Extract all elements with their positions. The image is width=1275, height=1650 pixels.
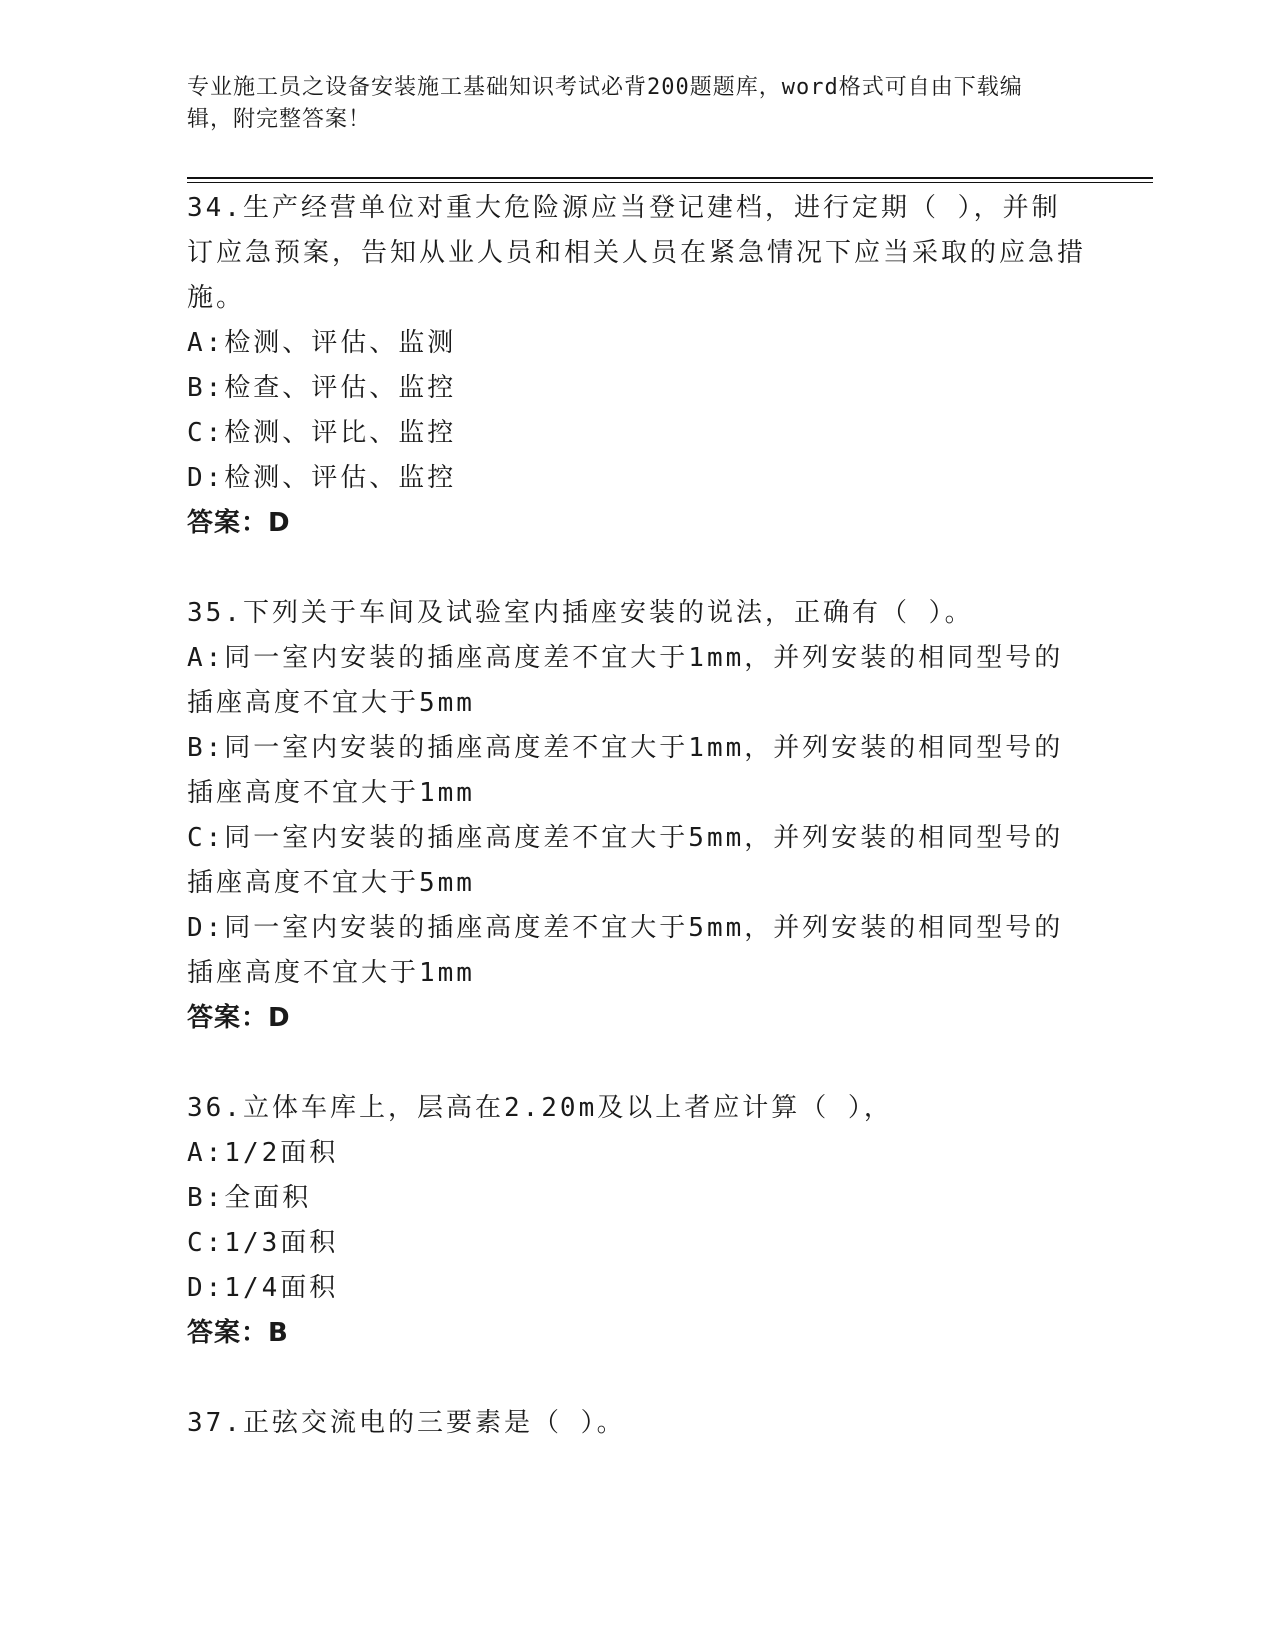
question-stem: 37.正弦交流电的三要素是（ ）。 (187, 1408, 626, 1438)
answer-line (187, 996, 1087, 1041)
question-stem: 34.生产经营单位对重大危险源应当登记建档，进行定期（ ），并制订应急预案，告知从业人员和相关人员在紧急情况下应当采取的应急措施。 (187, 193, 1087, 313)
option-d: D:同一室内安装的插座高度差不宜大于5mm，并列安装的相同型号的插座高度不宜大于1mm (187, 913, 1064, 988)
option-d: D:1/4面积 (187, 1273, 339, 1303)
question-35 (187, 591, 1087, 1041)
option-a: A:检测、评估、监测 (187, 328, 457, 358)
answer-label: 答案： (187, 1318, 269, 1348)
question-36 (187, 1086, 1087, 1356)
question-37 (187, 1401, 1087, 1446)
question-34 (187, 186, 1087, 546)
question-list (187, 186, 1087, 1491)
option-a: A:1/2面积 (187, 1138, 339, 1168)
answer-value: D (268, 508, 291, 538)
header-rule-thin (187, 182, 1153, 183)
option-a: A:同一室内安装的插座高度差不宜大于1mm，并列安装的相同型号的插座高度不宜大于5mm (187, 643, 1064, 718)
answer-line (187, 1311, 1087, 1356)
option-b: B:同一室内安装的插座高度差不宜大于1mm，并列安装的相同型号的插座高度不宜大于1mm (187, 733, 1064, 808)
option-d: D:检测、评估、监控 (187, 463, 457, 493)
option-c: C:检测、评比、监控 (187, 418, 457, 448)
question-stem: 36.立体车库上，层高在2.20m及以上者应计算（ ）， (187, 1093, 893, 1123)
answer-line (187, 501, 1087, 546)
option-b: B:全面积 (187, 1183, 312, 1213)
answer-label: 答案： (187, 508, 269, 538)
question-stem: 35.下列关于车间及试验室内插座安装的说法，正确有（ ）。 (187, 598, 974, 628)
option-b: B:检查、评估、监控 (187, 373, 457, 403)
option-c: C:同一室内安装的插座高度差不宜大于5mm，并列安装的相同型号的插座高度不宜大于5mm (187, 823, 1064, 898)
answer-value: B (268, 1318, 289, 1348)
answer-label: 答案： (187, 1003, 269, 1033)
header-rule-thick (187, 177, 1153, 179)
option-c: C:1/3面积 (187, 1228, 339, 1258)
document-header: 专业施工员之设备安装施工基础知识考试必背200题题库，word格式可自由下载编辑，附完整答案！ (187, 75, 1023, 132)
answer-value: D (268, 1003, 291, 1033)
